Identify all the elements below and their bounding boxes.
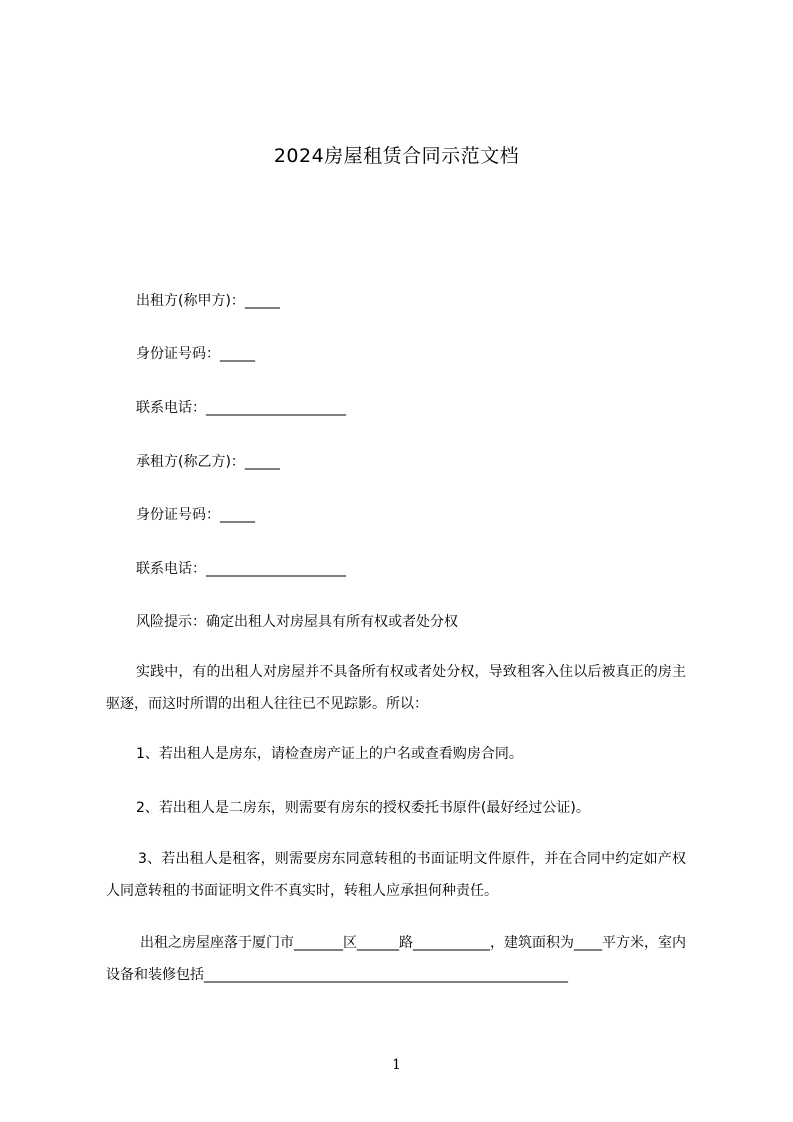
lessor-id-line: 身份证号码：_____ [136,346,255,362]
property-location-paragraph: 出租之房屋座落于厦门市_______区______路___________，建筑面积为____平方米，室内设备和装修包括____________________________________________________ [106,935,686,983]
point-one-line: 1、若出租人是房东，请检查房产证上的户名或查看购房合同。 [136,746,523,762]
lessee-id-line: 身份证号码：_____ [136,507,255,523]
document-title: 2024房屋租赁合同示范文档 [273,145,520,167]
practice-paragraph: 实践中，有的出租人对房屋并不具备所有权或者处分权，导致租客入住以后被真正的房主驱逐，而这时所谓的出租人往往已不见踪影。所以： [106,664,686,712]
point-three-paragraph: 3、若出租人是租客，则需要房东同意转租的书面证明文件原件，并在合同中约定如产权人同意转租的书面证明文件不真实时，转租人应承担何种责任。 [106,851,686,899]
page-number: 1 [392,1057,401,1073]
lessor-phone-line: 联系电话：____________________ [136,400,346,416]
point-two-line: 2、若出租人是二房东，则需要有房东的授权委托书原件(最好经过公证)。 [136,800,590,816]
risk-notice-line: 风险提示：确定出租人对房屋具有所有权或者处分权 [136,614,458,630]
lessor-name-line: 出租方(称甲方)：_____ [136,293,280,309]
lessee-phone-line: 联系电话：____________________ [136,561,346,577]
lessee-name-line: 承租方(称乙方)：_____ [136,454,280,470]
